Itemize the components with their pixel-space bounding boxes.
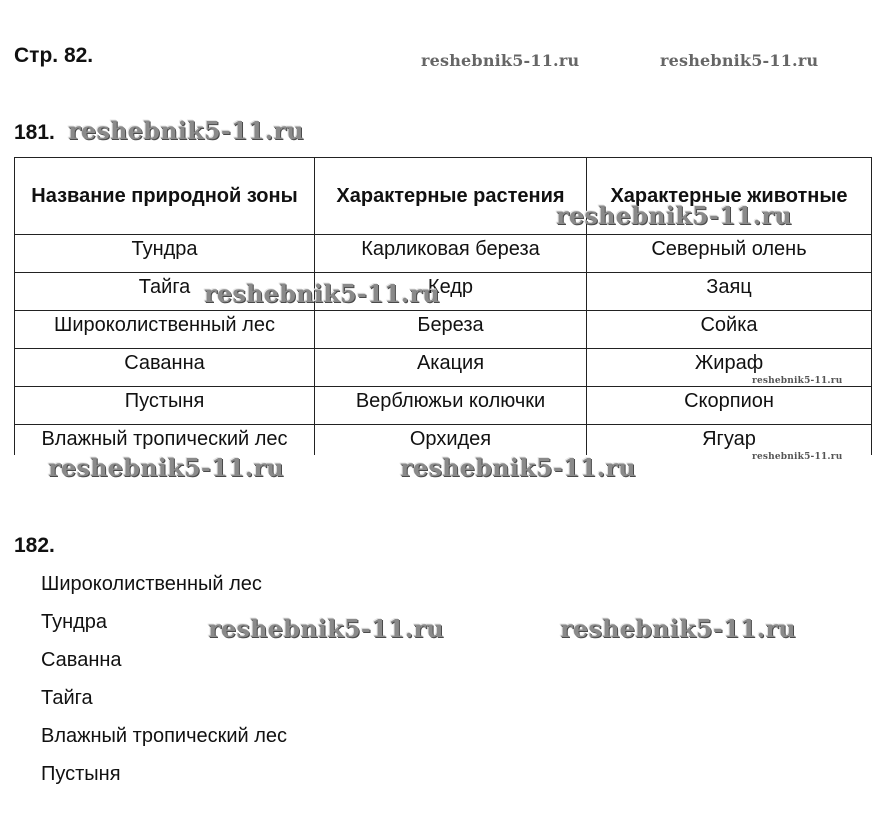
watermark: reshebnik5-11.ru (68, 116, 304, 145)
watermark: reshebnik5-11.ru (208, 614, 444, 643)
header-zone-name: Название природной зоны (15, 158, 315, 235)
plant-cell: Орхидея (315, 425, 587, 456)
animal-cell: Северный олень (587, 235, 872, 273)
watermark: reshebnik5-11.ru (400, 453, 636, 482)
table-row (15, 235, 872, 273)
animal-cell: Жираф (587, 349, 872, 387)
animal-cell: Скорпион (587, 387, 872, 425)
page-heading: Стр. 82. (14, 44, 94, 67)
task-181-number: 181. (14, 121, 55, 144)
watermark: reshebnik5-11.ru (48, 453, 284, 482)
animal-cell: Ягуар (587, 425, 872, 456)
list-item: Саванна (41, 649, 122, 671)
zone-cell: Тайга (15, 273, 315, 311)
plant-cell: Карликовая береза (315, 235, 587, 273)
plant-cell: Береза (315, 311, 587, 349)
task-182-number: 182. (14, 534, 55, 557)
list-item: Тайга (41, 687, 93, 709)
table-row (15, 273, 872, 311)
zone-cell: Тундра (15, 235, 315, 273)
plant-cell: Кедр (315, 273, 587, 311)
animal-cell: Заяц (587, 273, 872, 311)
watermark: reshebnik5-11.ru (752, 376, 843, 386)
watermark: reshebnik5-11.ru (421, 51, 580, 70)
watermark: reshebnik5-11.ru (660, 51, 819, 70)
zone-cell: Широколиственный лес (15, 311, 315, 349)
table-row (15, 387, 872, 425)
zone-cell: Саванна (15, 349, 315, 387)
watermark: reshebnik5-11.ru (204, 279, 440, 308)
plant-cell: Акация (315, 349, 587, 387)
table-row (15, 311, 872, 349)
list-item: Широколиственный лес (41, 573, 262, 595)
zone-cell: Влажный тропический лес (15, 425, 315, 456)
plant-cell: Верблюжьи колючки (315, 387, 587, 425)
animal-cell: Сойка (587, 311, 872, 349)
table-row (15, 349, 872, 387)
zone-order-list (41, 569, 287, 797)
zone-cell: Пустыня (15, 387, 315, 425)
list-item: Тундра (41, 611, 108, 633)
watermark: reshebnik5-11.ru (560, 614, 796, 643)
header-animals: Характерные животные (587, 158, 872, 235)
list-item: Влажный тропический лес (41, 725, 288, 747)
watermark: reshebnik5-11.ru (556, 201, 792, 230)
table-row (15, 425, 872, 456)
header-plants: Характерные растения (315, 158, 587, 235)
watermark: reshebnik5-11.ru (752, 452, 843, 462)
list-item: Пустыня (41, 763, 121, 785)
